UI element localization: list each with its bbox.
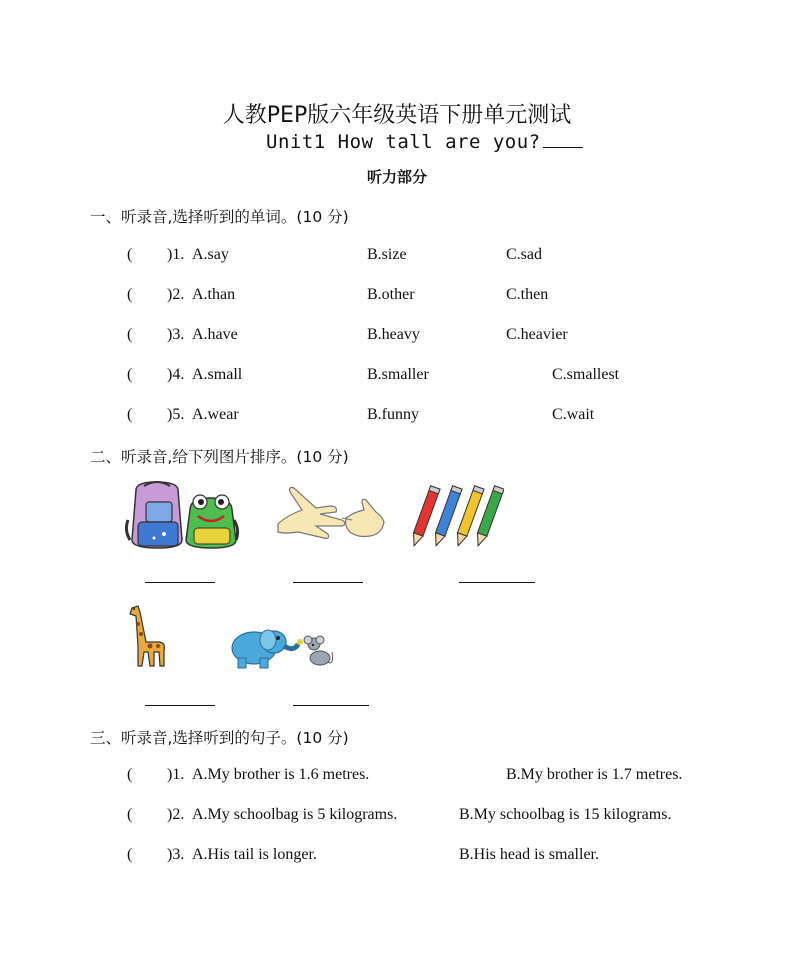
question-number: )2. <box>167 806 185 823</box>
option-b: B.size <box>367 246 407 263</box>
question-number: )1. <box>167 246 185 263</box>
paren-open: ( <box>127 766 133 783</box>
option-a: A.say <box>192 246 229 263</box>
answer-blank[interactable] <box>459 582 535 583</box>
pencils-icon <box>408 484 504 550</box>
option-c: C.then <box>506 286 549 303</box>
paren-open: ( <box>127 366 133 383</box>
part-heading: 听力部分 <box>366 168 427 186</box>
paren-open: ( <box>127 246 133 263</box>
paren-open: ( <box>127 286 133 303</box>
unit-subtitle <box>266 131 583 153</box>
question-number: )4. <box>167 366 185 383</box>
answer-blank[interactable] <box>145 582 215 583</box>
option-c: C.sad <box>506 246 542 263</box>
option-a: A.small <box>192 366 243 383</box>
subtitle-blank <box>543 131 583 148</box>
option-b: B.other <box>367 286 415 303</box>
hands-icon <box>272 482 390 544</box>
sentence-option-b: B.My schoolbag is 15 kilograms. <box>459 806 672 823</box>
option-a: A.wear <box>192 406 239 423</box>
section1-heading: 一、听录音,选择听到的单词。(10 分) <box>90 208 349 226</box>
question-number: )2. <box>167 286 185 303</box>
answer-blank[interactable] <box>145 705 215 706</box>
page-title: 人教PEP版六年级英语下册单元测试 <box>222 103 572 128</box>
sentence-option-a: A.My schoolbag is 5 kilograms. <box>192 806 398 823</box>
question-number: )3. <box>167 326 185 343</box>
sentence-option-b: B.His head is smaller. <box>459 846 599 863</box>
option-a: A.have <box>192 326 238 343</box>
option-b: B.heavy <box>367 326 420 343</box>
paren-open: ( <box>127 326 133 343</box>
option-b: B.funny <box>367 406 419 423</box>
section3-heading: 三、听录音,选择听到的句子。(10 分) <box>90 729 349 747</box>
giraffe-icon <box>124 602 170 668</box>
option-a: A.than <box>192 286 236 303</box>
paren-open: ( <box>127 406 133 423</box>
option-c: C.wait <box>552 406 595 423</box>
paren-open: ( <box>127 806 133 823</box>
question-number: )5. <box>167 406 185 423</box>
unit-subtitle-text: Unit1 How tall are you? <box>266 131 541 153</box>
sentence-option-b: B.My brother is 1.7 metres. <box>506 766 683 783</box>
question-number: )1. <box>167 766 185 783</box>
answer-blank[interactable] <box>293 582 363 583</box>
elephant-mouse-icon <box>228 622 336 670</box>
section2-heading: 二、听录音,给下列图片排序。(10 分) <box>90 448 349 466</box>
schoolbags-icon <box>124 480 242 550</box>
paren-open: ( <box>127 846 133 863</box>
sentence-option-a: A.His tail is longer. <box>192 846 317 863</box>
sentence-option-a: A.My brother is 1.6 metres. <box>192 766 370 783</box>
option-c: C.heavier <box>506 326 568 343</box>
answer-blank[interactable] <box>293 705 369 706</box>
option-c: C.smallest <box>552 366 620 383</box>
question-number: )3. <box>167 846 185 863</box>
option-b: B.smaller <box>367 366 429 383</box>
